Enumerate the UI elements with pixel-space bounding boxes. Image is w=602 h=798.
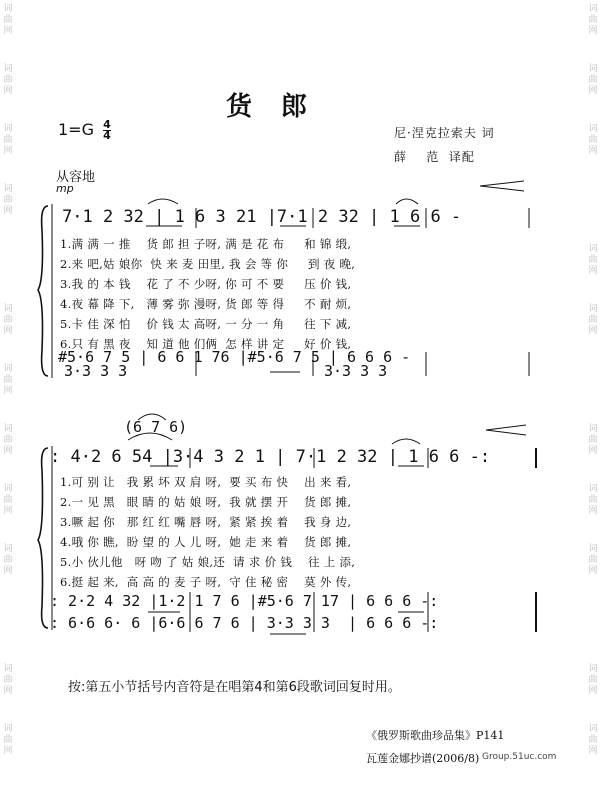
system2-lyric-6: 6.挺 起 来, 高 高 的 麦 子 呀, 守 住 秘 密 莫 外 传, xyxy=(60,575,352,589)
wm-char: 网 xyxy=(3,146,13,156)
system1-lyric-6: 6.只 有 黑 夜 知 道 他 们俩 怎 样 讲 定 好 价 钱, xyxy=(60,337,352,351)
system2-lyric-1: 1.可 别 让 我 累 坏 双 肩 呀, 要 买 布 快 出 来 看, xyxy=(60,475,352,489)
system1-brace xyxy=(38,206,48,376)
wm-char: 词 xyxy=(3,184,13,194)
wm-char: 曲 xyxy=(3,315,13,325)
wm-char: 曲 xyxy=(588,495,598,505)
wm-char: 词 xyxy=(3,424,13,434)
system2-lyric-3: 3.噘 起 你 那 红 红 嘴 唇 呀, 紧 紧 挨 着 我 身 边, xyxy=(60,515,352,529)
dynamic-marking: mp xyxy=(56,182,74,195)
wm-char: 词 xyxy=(3,544,13,554)
system1-melody: 7·1 2 32 | 1 6 3 21 |7·1 2 32 | 1 6 6 - xyxy=(62,207,462,227)
wm-char: 词 xyxy=(588,304,598,314)
wm-char: 网 xyxy=(3,86,13,96)
wm-char: 曲 xyxy=(588,555,598,565)
wm-char: 曲 xyxy=(588,435,598,445)
tempo-marking: 从容地 xyxy=(56,170,96,185)
wm-char: 网 xyxy=(3,326,13,336)
wm-char: 词 xyxy=(588,64,598,74)
wm-char: 网 xyxy=(588,146,598,156)
system1-harmony-low: 3·3 3 3 xyxy=(64,362,128,380)
wm-char: 词 xyxy=(3,664,13,674)
wm-char: 词 xyxy=(3,724,13,734)
wm-char: 曲 xyxy=(3,75,13,85)
wm-char: 网 xyxy=(3,446,13,456)
wm-char: 词 xyxy=(3,64,13,74)
decrescendo-mark xyxy=(480,181,524,191)
wm-char: 曲 xyxy=(588,675,598,685)
footnote: 按:第五小节括号内音符是在唱第4和第6段歌词回复时用。 xyxy=(68,680,401,695)
wm-char: 曲 xyxy=(588,315,598,325)
wm-char: 曲 xyxy=(3,675,13,685)
wm-char: 网 xyxy=(588,566,598,576)
transcriber-credit: 瓦莲金娜抄谱(2006/8) xyxy=(366,752,480,765)
wm-char: 曲 xyxy=(3,135,13,145)
wm-char: 曲 xyxy=(588,735,598,745)
wm-char: 曲 xyxy=(3,195,13,205)
wm-char: 网 xyxy=(3,506,13,516)
wm-char: 曲 xyxy=(3,435,13,445)
key-label: 1=G xyxy=(58,120,94,139)
wm-char: 词 xyxy=(588,664,598,674)
wm-char: 网 xyxy=(588,446,598,456)
wm-char: 网 xyxy=(588,326,598,336)
wm-char: 网 xyxy=(588,506,598,516)
time-top: 4 xyxy=(103,118,111,131)
wm-char: 曲 xyxy=(3,375,13,385)
wm-char: 词 xyxy=(588,124,598,134)
site-watermark: Group.51uc.com xyxy=(482,752,557,762)
wm-char: 曲 xyxy=(3,495,13,505)
wm-char: 网 xyxy=(3,386,13,396)
wm-char: 网 xyxy=(588,26,598,36)
system2-bass: : 6·6 6· 6 |6·6 6 7 6 | 3·3 3 3 | 6 6 6 -: xyxy=(50,614,439,632)
system1-harmony-low-2: 3·3 3 3 xyxy=(324,362,388,380)
song-title: 货 郎 xyxy=(226,92,318,122)
system1-lyric-4: 4.夜 幕 降 下, 薄 雾 弥 漫呀, 货 郎 等 得 不 耐 烦, xyxy=(60,297,352,311)
decrescendo-mark xyxy=(486,425,526,435)
wm-char: 曲 xyxy=(588,135,598,145)
translator-credit: 薛 范 译配 xyxy=(394,150,475,164)
system2-lyric-2: 2.一 见 黑 眼 睛 的 姑 娘 呀, 我 就 摆 开 货 郎 摊, xyxy=(60,495,352,509)
wm-char: 网 xyxy=(3,746,13,756)
wm-char: 词 xyxy=(588,544,598,554)
wm-char: 曲 xyxy=(588,15,598,25)
system1-lyric-1: 1.满 满 一 推 货 郎 担 子呀, 满 是 花 布 和 锦 缎, xyxy=(60,237,352,251)
system1-harmony: #5·6 7 5 | 6 6 1 76 |#5·6 7 5 | 6 6 6 - xyxy=(58,348,411,366)
wm-char: 网 xyxy=(3,26,13,36)
wm-char: 曲 xyxy=(3,735,13,745)
wm-char: 网 xyxy=(588,686,598,696)
system1-lyric-2: 2.来 吧,姑 娘你 快 来 麦 田里, 我 会 等 你 到 夜 晚, xyxy=(60,257,356,271)
wm-char: 网 xyxy=(588,266,598,276)
source-citation: 《俄罗斯歌曲珍品集》P141 xyxy=(366,729,505,742)
wm-char: 词 xyxy=(588,4,598,14)
wm-char: 网 xyxy=(588,86,598,96)
lyricist-credit: 尼·涅克拉索夫 词 xyxy=(394,126,495,140)
system2-lyric-5: 5.小 伙儿他 呀 吻 了 姑 娘,还 请 求 价 钱 往 上 添, xyxy=(60,555,356,569)
wm-char: 词 xyxy=(588,244,598,254)
wm-char: 曲 xyxy=(3,555,13,565)
wm-char: 网 xyxy=(588,746,598,756)
wm-char: 词 xyxy=(3,304,13,314)
slur xyxy=(148,199,178,204)
wm-char: 词 xyxy=(3,484,13,494)
system2-melody: : 4·2 6 54 |3·4 3 2 1 | 7·1 2 32 | 1 6 6 -: xyxy=(50,447,491,467)
wm-char: 词 xyxy=(3,124,13,134)
wm-char: 词 xyxy=(3,4,13,14)
wm-char: 网 xyxy=(3,566,13,576)
system1-lyric-5: 5.卡 佳 深 怕 价 钱 太 高呀, 一 分 一 角 往 下 减, xyxy=(60,317,352,331)
slur xyxy=(396,199,418,204)
system2-lyric-4: 4.哦 你 瞧, 盼 望 的 人 儿 呀, 她 走 来 着 货 郎 摊, xyxy=(60,535,352,549)
wm-char: 曲 xyxy=(588,255,598,265)
wm-char: 曲 xyxy=(3,15,13,25)
system1-lyric-3: 3.我 的 本 钱 花 了 不 少呀, 你 可 不 要 压 价 钱, xyxy=(60,277,352,291)
system2-harmony: : 2·2 4 32 |1·2 1 7 6 |#5·6 7 17 | 6 6 6 -: xyxy=(50,592,439,610)
time-bottom: 4 xyxy=(103,129,111,142)
wm-char: 词 xyxy=(588,424,598,434)
wm-char: 网 xyxy=(3,686,13,696)
ossia-notes: (6 7 6) xyxy=(124,418,188,436)
wm-char: 词 xyxy=(588,484,598,494)
slur xyxy=(392,439,420,444)
system2-brace xyxy=(38,448,48,628)
wm-char: 词 xyxy=(3,364,13,374)
wm-char: 词 xyxy=(588,724,598,734)
wm-char: 曲 xyxy=(588,75,598,85)
wm-char: 网 xyxy=(3,206,13,216)
